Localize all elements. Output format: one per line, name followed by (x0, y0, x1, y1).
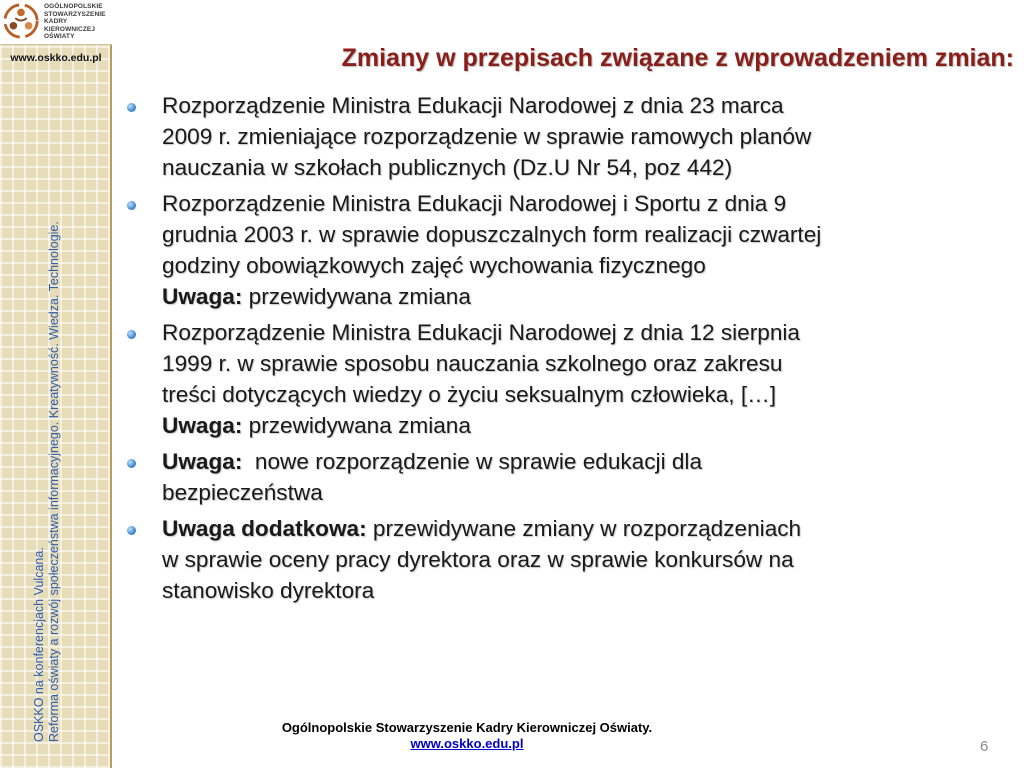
logo-line: KADRY (44, 18, 68, 26)
logo (0, 0, 112, 45)
list-item (126, 513, 996, 606)
logo-text (44, 3, 110, 41)
sidebar-caption-line-2: Reforma oświaty a rozwój społeczeństwa informacyjnego. Kreatywność. Wiedza. Technologie. (47, 221, 61, 742)
note-line (162, 281, 996, 312)
bullet-icon (127, 330, 136, 339)
bullet-line: stanowisko dyrektora (162, 578, 375, 603)
bullet-line: grudnia 2003 r. w sprawie dopuszczalnych form realizacji czwartej (162, 222, 822, 247)
logo-line: OGÓLNOPOLSKIE (44, 3, 103, 10)
bullet-icon (127, 459, 136, 468)
bullet-line: godziny obowiązkowych zajęć wychowania fizycznego (162, 253, 706, 278)
bullet-line: nauczania w szkołach publicznych (Dz.U Nr 54, poz 442) (162, 155, 733, 180)
bullet-icon (127, 103, 136, 112)
bullet-text: nowe rozporządzenie w sprawie edukacji dla (242, 449, 703, 474)
note-text: przewidywana zmiana (242, 284, 471, 309)
page-number: 6 (980, 738, 989, 755)
bullet-label: Uwaga dodatkowa: (162, 516, 367, 541)
bullet-icon (127, 201, 136, 210)
list-item (126, 90, 996, 183)
sidebar-caption-line-1: OSKKO na konferencjach Vulcana. (32, 547, 46, 742)
bullet-list (126, 90, 996, 611)
bullet-line: Rozporządzenie Ministra Edukacji Narodowej z dnia 23 marca (162, 93, 784, 118)
note-label: Uwaga: (162, 284, 243, 309)
sidebar-website: www.oskko.edu.pl (10, 52, 102, 64)
list-item (126, 317, 996, 441)
note-text: przewidywana zmiana (242, 413, 471, 438)
organization-logo-icon (2, 2, 40, 40)
footer-organization: Ogólnopolskie Stowarzyszenie Kadry Kierowniczej Oświaty. (281, 720, 653, 735)
bullet-icon (127, 526, 136, 535)
list-item (126, 446, 996, 508)
footer (112, 720, 822, 752)
sidebar-vertical-caption (32, 102, 62, 742)
footer-website-link[interactable]: www.oskko.edu.pl (410, 736, 524, 751)
bullet-line: treści dotyczących wiedzy o życiu seksualnym człowieka, […] (162, 382, 777, 407)
list-item (126, 188, 996, 312)
bullet-line: Rozporządzenie Ministra Edukacji Narodowej z dnia 12 sierpnia (162, 320, 800, 345)
logo-line: KIEROWNICZEJ (44, 25, 96, 33)
bullet-line (162, 446, 996, 477)
bullet-line: 2009 r. zmieniające rozporządzenie w sprawie ramowych planów (162, 124, 812, 149)
logo-line: STOWARZYSZENIE (44, 10, 106, 18)
slide-title: Zmiany w przepisach związane z wprowadzeniem zmian: (341, 44, 1014, 72)
bullet-label: Uwaga: (162, 449, 243, 474)
note-label: Uwaga: (162, 413, 243, 438)
bullet-line: w sprawie oceny pracy dyrektora oraz w sprawie konkursów na (162, 547, 794, 572)
logo-line: OŚWIATY (44, 33, 75, 41)
bullet-line: bezpieczeństwa (162, 480, 323, 505)
bullet-line (162, 513, 996, 544)
left-sidebar-band (0, 0, 112, 768)
bullet-text: przewidywane zmiany w rozporządzeniach (366, 516, 802, 541)
note-line (162, 410, 996, 441)
bullet-line: Rozporządzenie Ministra Edukacji Narodowej i Sportu z dnia 9 (162, 191, 787, 216)
bullet-line: 1999 r. w sprawie sposobu nauczania szkolnego oraz zakresu (162, 351, 783, 376)
